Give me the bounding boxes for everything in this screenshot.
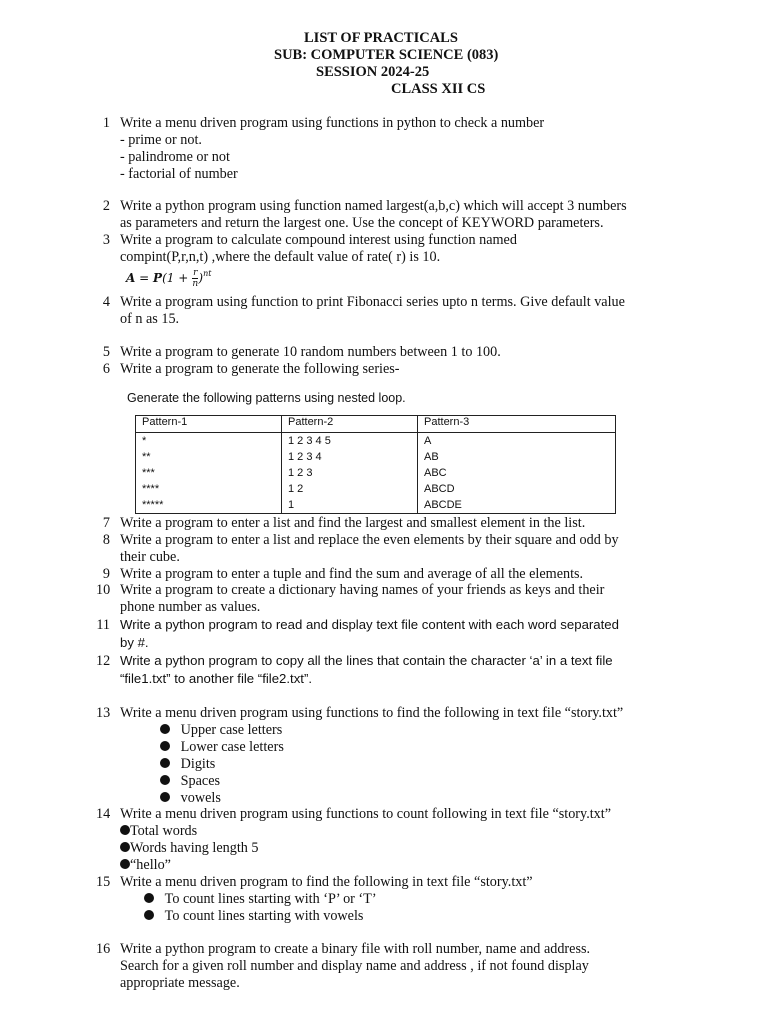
- bullet-icon: [160, 724, 170, 734]
- item-text: Write a program to enter a list and find the largest and smallest element in the list.: [120, 515, 586, 531]
- table-cell: 1: [282, 497, 418, 514]
- formula-open: (1 +: [162, 271, 189, 285]
- practical-item-10: [96, 582, 696, 616]
- bullet-text: “hello”: [130, 857, 171, 873]
- item-number: 6: [102, 361, 110, 377]
- formula-numerator: r: [193, 268, 198, 278]
- item-number: 1: [102, 115, 110, 131]
- item-text: as parameters and return the largest one. Use the concept of KEYWORD parameters.: [120, 215, 604, 231]
- bullet-text: Total words: [130, 823, 198, 839]
- practical-item-14: [96, 806, 696, 874]
- column-header: Pattern-2: [282, 416, 418, 433]
- item-text: Write a python program to copy all the lines that contain the character ‘a’ in a text file: [120, 653, 613, 668]
- item-sub: - palindrome or not: [120, 149, 230, 165]
- item-text: Write a program using function to print Fibonacci series upto n terms. Give default value: [120, 294, 625, 310]
- bullet-text: Digits: [180, 756, 216, 772]
- item-number: 5: [102, 344, 110, 360]
- item-text: Write a python program using function named largest(a,b,c) which will accept 3 numbers: [120, 198, 627, 214]
- practical-item-2: [96, 198, 696, 232]
- table-row: [136, 481, 616, 497]
- compound-interest-formula: [126, 268, 211, 289]
- patterns-table: [135, 415, 616, 514]
- item-text: by #.: [120, 635, 149, 650]
- practical-item-13: [96, 705, 696, 807]
- table-header-row: [136, 416, 616, 433]
- bullet-text: To count lines starting with vowels: [164, 908, 364, 924]
- practical-item-6: [96, 361, 696, 378]
- item-text: Write a python program to read and display text file content with each word separated: [120, 617, 619, 632]
- formula-p: P: [153, 271, 163, 285]
- item-text: Write a menu driven program using functions to find the following in text file “story.txt”: [120, 705, 624, 721]
- bullet-text: Spaces: [180, 773, 221, 789]
- practical-item-15: [96, 874, 696, 925]
- item-sub: - factorial of number: [120, 166, 238, 182]
- table-cell: 1 2: [282, 481, 418, 497]
- table-row: [136, 497, 616, 514]
- item-text: Search for a given roll number and display name and address , if not found display: [120, 958, 589, 974]
- item-number: 16: [96, 941, 111, 957]
- item-number: 8: [102, 532, 110, 548]
- doc-title: LIST OF PRACTICALS: [304, 30, 458, 46]
- item-text: of n as 15.: [120, 311, 180, 327]
- table-row: [136, 465, 616, 481]
- table-cell: A: [418, 433, 616, 450]
- item-number: 9: [102, 566, 110, 582]
- bullet-item: [160, 756, 696, 773]
- bullet-icon: [160, 775, 170, 785]
- bullet-icon: [120, 825, 130, 835]
- table-cell: 1 2 3 4 5: [282, 433, 418, 450]
- table-row: [136, 433, 616, 450]
- item-text: Write a program to enter a tuple and find the sum and average of all the elements.: [120, 566, 584, 582]
- item-text: Write a program to calculate compound interest using function named: [120, 232, 517, 248]
- formula-eq: =: [139, 271, 150, 285]
- practical-item-11: [96, 616, 696, 652]
- item-number: 13: [96, 705, 111, 721]
- bullet-icon: [144, 910, 154, 920]
- practical-item-5: [96, 344, 696, 361]
- item-number: 4: [102, 294, 110, 310]
- item-number: 14: [96, 806, 111, 822]
- table-cell: **: [136, 449, 282, 465]
- item-text: appropriate message.: [120, 975, 240, 991]
- bullet-item: [160, 790, 696, 807]
- table-cell: *: [136, 433, 282, 450]
- item-number: 10: [96, 582, 111, 598]
- item-number: 7: [102, 515, 110, 531]
- bullet-icon: [160, 758, 170, 768]
- item-number: 3: [102, 232, 110, 248]
- formula-lhs: A: [126, 271, 136, 285]
- table-cell: 1 2 3 4: [282, 449, 418, 465]
- table-cell: ABCDE: [418, 497, 616, 514]
- formula-exponent: nt: [203, 269, 212, 278]
- doc-subject: SUB: COMPUTER SCIENCE (083): [274, 47, 499, 63]
- table-cell: ABC: [418, 465, 616, 481]
- bullet-item: [120, 857, 696, 874]
- bullet-item: [160, 773, 696, 790]
- item-number: 11: [96, 617, 110, 633]
- practical-item-3: [96, 232, 696, 266]
- bullet-icon: [120, 859, 130, 869]
- item-number: 15: [96, 874, 111, 890]
- bullet-icon: [144, 893, 154, 903]
- bullet-text: Lower case letters: [180, 739, 284, 755]
- practical-item-9: [96, 566, 696, 583]
- bullet-text: Words having length 5: [130, 840, 259, 856]
- column-header: Pattern-3: [418, 416, 616, 433]
- item-text: Write a program to create a dictionary having names of your friends as keys and their: [120, 582, 605, 598]
- table-row: [136, 449, 616, 465]
- bullet-text: To count lines starting with ‘P’ or ‘T’: [164, 891, 377, 907]
- bullet-item: [160, 739, 696, 756]
- patterns-title: Generate the following patterns using nested loop.: [127, 391, 406, 405]
- practical-item-8: [96, 532, 696, 566]
- item-number: 2: [102, 198, 110, 214]
- bullet-item: [160, 722, 696, 739]
- item-text: Write a menu driven program using functions in python to check a number: [120, 115, 545, 131]
- bullet-item: [120, 840, 696, 857]
- table-cell: *****: [136, 497, 282, 514]
- item-text: Write a menu driven program to find the following in text file “story.txt”: [120, 874, 533, 890]
- bullet-item: [144, 908, 696, 925]
- table-cell: 1 2 3: [282, 465, 418, 481]
- practical-item-7: [96, 515, 696, 532]
- item-sub: - prime or not.: [120, 132, 202, 148]
- bullet-icon: [160, 792, 170, 802]
- doc-session: SESSION 2024-25: [316, 64, 430, 80]
- bullet-text: vowels: [180, 790, 221, 806]
- table-cell: ***: [136, 465, 282, 481]
- bullet-item: [120, 823, 696, 840]
- practical-item-4: [96, 294, 696, 328]
- formula-denominator: n: [192, 279, 199, 289]
- item-text: Write a program to generate 10 random numbers between 1 to 100.: [120, 344, 501, 360]
- practical-item-1: [96, 115, 696, 183]
- practical-item-12: [96, 652, 696, 688]
- table-cell: AB: [418, 449, 616, 465]
- doc-class: CLASS XII CS: [391, 81, 486, 97]
- item-text: compint(P,r,n,t) ,where the default value of rate( r) is 10.: [120, 249, 441, 265]
- item-text: phone number as values.: [120, 599, 261, 615]
- practical-item-16: [96, 941, 696, 992]
- item-text: their cube.: [120, 549, 180, 565]
- formula-close: ): [198, 271, 204, 285]
- table-cell: ABCD: [418, 481, 616, 497]
- bullet-icon: [160, 741, 170, 751]
- column-header: Pattern-1: [136, 416, 282, 433]
- item-text: “file1.txt” to another file “file2.txt”.: [120, 671, 313, 686]
- bullet-text: Upper case letters: [180, 722, 283, 738]
- item-text: Write a python program to create a binary file with roll number, name and address.: [120, 941, 591, 957]
- item-text: Write a menu driven program using functions to count following in text file “story.txt”: [120, 806, 612, 822]
- item-number: 12: [96, 653, 111, 669]
- item-text: Write a program to generate the following series-: [120, 361, 400, 377]
- item-text: Write a program to enter a list and replace the even elements by their square and odd by: [120, 532, 619, 548]
- bullet-item: [144, 891, 696, 908]
- bullet-icon: [120, 842, 130, 852]
- table-cell: ****: [136, 481, 282, 497]
